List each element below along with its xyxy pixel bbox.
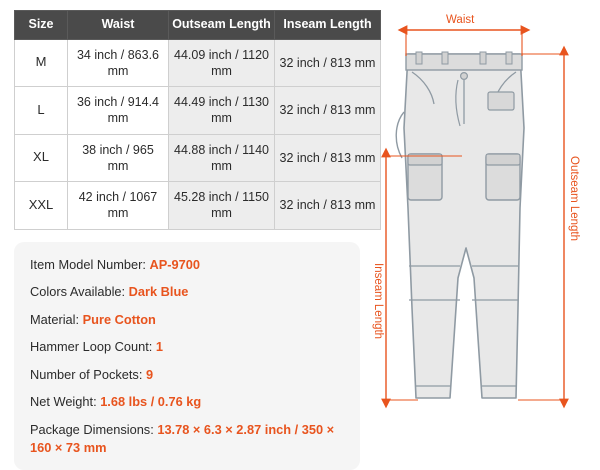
- header-size: Size: [15, 11, 68, 40]
- spec-value: 1: [155, 339, 164, 355]
- cell-waist: 38 inch / 965 mm: [68, 134, 169, 182]
- size-chart-table: [14, 10, 381, 230]
- label-inseam: Inseam Length: [372, 263, 384, 340]
- cell-inseam: 32 inch / 813 mm: [275, 134, 381, 182]
- cell-waist: 34 inch / 863.6 mm: [68, 39, 169, 87]
- header-inseam: Inseam Length: [275, 11, 381, 40]
- left-column: [14, 10, 376, 470]
- spec-label: Package Dimensions:: [30, 421, 154, 437]
- cell-waist: 42 inch / 1067 mm: [68, 182, 169, 230]
- spec-value: 13.78 × 6.3 × 2.87 inch / 350 × 160 × 73 mm: [30, 421, 335, 456]
- garment-body: [396, 52, 524, 398]
- cell-outseam: 44.49 inch / 1130 mm: [169, 87, 275, 135]
- spec-value: 1.68 lbs / 0.76 kg: [100, 394, 202, 410]
- cell-size: M: [15, 39, 68, 87]
- dimension-waist: [406, 30, 522, 56]
- spec-value: AP-9700: [149, 256, 200, 272]
- spec-label: Item Model Number:: [30, 256, 146, 272]
- cell-waist: 36 inch / 914.4 mm: [68, 87, 169, 135]
- spec-label: Material:: [30, 311, 80, 327]
- cell-inseam: 32 inch / 813 mm: [275, 39, 381, 87]
- cell-size: L: [15, 87, 68, 135]
- dimension-outseam: [518, 54, 566, 400]
- spec-item-colors-available: [30, 283, 344, 302]
- size-chart-header: [15, 11, 381, 40]
- spec-item-material: [30, 311, 344, 330]
- cell-outseam: 44.09 inch / 1120 mm: [169, 39, 275, 87]
- spec-label: Net Weight:: [30, 394, 97, 410]
- table-row: [15, 39, 381, 87]
- header-outseam: Outseam Length: [169, 11, 275, 40]
- cell-inseam: 32 inch / 813 mm: [275, 87, 381, 135]
- spec-item-net-weight: [30, 393, 344, 412]
- spec-item-number-of-pockets: [30, 366, 344, 385]
- spec-label: Colors Available:: [30, 284, 126, 300]
- spec-item-package-dimensions: [30, 421, 344, 458]
- spec-label: Number of Pockets:: [30, 366, 143, 382]
- spec-value: Pure Cotton: [82, 311, 156, 327]
- cell-outseam: 45.28 inch / 1150 mm: [169, 182, 275, 230]
- header-waist: Waist: [68, 11, 169, 40]
- spec-item-model-number: [30, 256, 344, 275]
- spec-value: 9: [145, 366, 154, 382]
- size-chart-body: [15, 39, 381, 229]
- cell-size: XXL: [15, 182, 68, 230]
- spec-item-hammer-loop-count: [30, 338, 344, 357]
- spec-label: Hammer Loop Count:: [30, 339, 153, 355]
- spec-value: Dark Blue: [128, 284, 189, 300]
- table-row: [15, 134, 381, 182]
- table-row: [15, 87, 381, 135]
- label-waist: Waist: [446, 14, 475, 26]
- pants-diagram: [368, 8, 592, 444]
- cell-outseam: 44.88 inch / 1140 mm: [169, 134, 275, 182]
- table-header-row: [15, 11, 381, 40]
- label-outseam: Outseam Length: [568, 156, 580, 242]
- cell-inseam: 32 inch / 813 mm: [275, 182, 381, 230]
- pants-illustration-svg: [368, 8, 592, 444]
- specifications-panel: [14, 242, 360, 470]
- table-row: [15, 182, 381, 230]
- cell-size: XL: [15, 134, 68, 182]
